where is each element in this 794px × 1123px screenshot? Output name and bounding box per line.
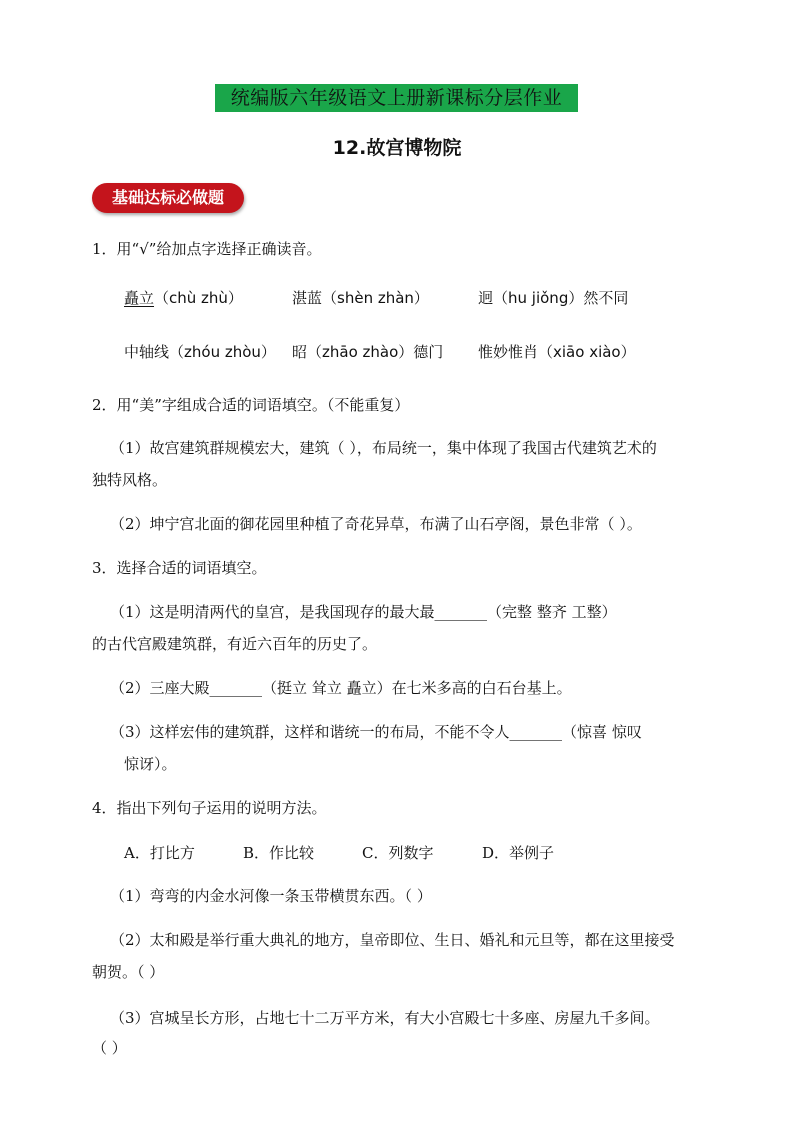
question-1-stem: 1．用“√”给加点字选择正确读音。 xyxy=(92,240,322,258)
q3-sub3-line1: （3）这样宏伟的建筑群，这样和谐统一的布局，不能不令人_______（惊喜 惊叹 xyxy=(110,723,642,741)
q1-item-3 xyxy=(478,288,628,308)
q1-item-pinyin: （shèn zhàn） xyxy=(322,289,429,307)
q1-item-6 xyxy=(478,342,636,362)
q1-item-pinyin: （hu jiǒng） xyxy=(493,289,584,307)
q1-item-2 xyxy=(292,288,429,308)
q2-sub2: （2）坤宁宫北面的御花园里种植了奇花异草，布满了山石亭阁，景色非常（ ）。 xyxy=(110,515,642,533)
q1-item-suffix: 然不同 xyxy=(583,289,629,307)
q4-sub2-line1: （2）太和殿是举行重大典礼的地方，皇帝即位、生日、婚礼和元旦等，都在这里接受 xyxy=(110,931,675,949)
page-title: 12.故宫博物院 xyxy=(332,137,462,159)
q2-sub1-line2: 独特风格。 xyxy=(92,471,168,489)
q1-item-word: 昭 xyxy=(292,343,308,361)
q4-sub3-line1: （3）宫城呈长方形，占地七十二万平方米，有大小宫殿七十多座、房屋九千多间。 xyxy=(110,1009,660,1027)
q1-item-pinyin: （zhāo zhào） xyxy=(307,343,414,361)
q4-sub3-line2: （ ） xyxy=(92,1039,127,1057)
q4-option-a: A．打比方 xyxy=(124,844,195,862)
q1-item-pinyin: （zhóu zhòu） xyxy=(169,343,276,361)
q3-sub1-line1: （1）这是明清两代的皇宫，是我国现存的最大最_______（完整 整齐 工整） xyxy=(110,603,617,621)
q1-item-pinyin: （chù zhù） xyxy=(154,289,243,307)
q4-sub1: （1）弯弯的内金水河像一条玉带横贯东西。（ ） xyxy=(110,887,432,905)
question-3-stem: 3．选择合适的词语填空。 xyxy=(92,559,267,577)
section-badge: 基础达标必做题 xyxy=(92,183,244,213)
q4-option-c: C．列数字 xyxy=(362,844,434,862)
q1-item-word: 矗立 xyxy=(124,289,155,307)
series-banner: 统编版六年级语文上册新课标分层作业 xyxy=(215,84,578,112)
q1-item-word: 湛蓝 xyxy=(292,289,323,307)
q1-item-word: 迥 xyxy=(478,289,494,307)
q1-item-4 xyxy=(124,342,276,362)
q1-item-suffix: 德门 xyxy=(413,343,444,361)
q3-sub2: （2）三座大殿_______（挺立 耸立 矗立）在七米多高的白石台基上。 xyxy=(110,679,572,697)
q1-item-pinyin: （xiāo xiào） xyxy=(538,343,636,361)
q1-item-1 xyxy=(124,288,243,308)
q3-sub3-line2: 惊讶）。 xyxy=(124,755,177,773)
q4-sub2-line2: 朝贺。（ ） xyxy=(92,963,165,981)
q3-sub1-line2: 的古代宫殿建筑群，有近六百年的历史了。 xyxy=(92,635,378,653)
q1-item-word: 惟妙惟肖 xyxy=(478,343,539,361)
q4-option-d: D．举例子 xyxy=(482,844,555,862)
q1-item-word: 中轴线 xyxy=(124,343,170,361)
question-2-stem: 2．用“美”字组成合适的词语填空。（不能重复） xyxy=(92,396,410,414)
question-4-stem: 4．指出下列句子运用的说明方法。 xyxy=(92,799,327,817)
q4-option-b: B．作比较 xyxy=(243,844,315,862)
q1-item-5 xyxy=(292,342,443,362)
q2-sub1-line1: （1）故宫建筑群规模宏大，建筑（ ），布局统一，集中体现了我国古代建筑艺术的 xyxy=(110,439,657,457)
